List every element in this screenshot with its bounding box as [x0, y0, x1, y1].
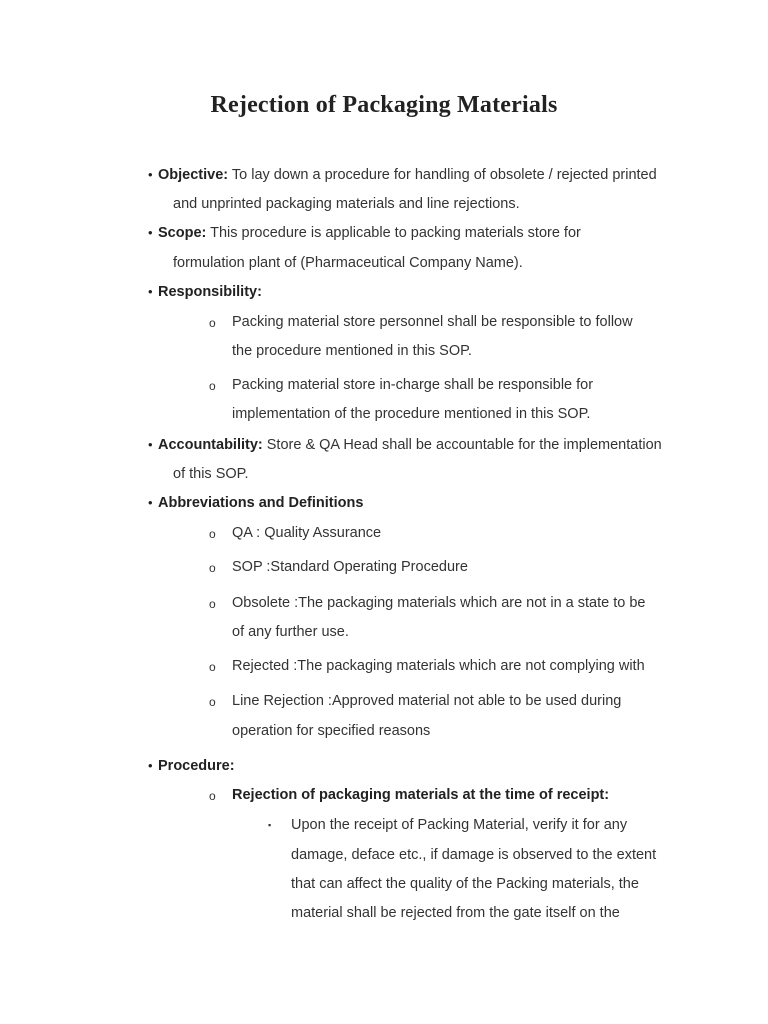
- accountability-line-2: of this SOP.: [173, 466, 249, 482]
- procedure-label: Procedure:: [158, 758, 235, 774]
- procedure-item-line-2: damage, deface etc., if damage is observed to the extent: [291, 847, 657, 863]
- accountability-text: Store & QA Head shall be accountable for the implementation: [262, 437, 662, 453]
- circle-marker: o: [209, 379, 216, 393]
- objective-label: Objective:: [158, 167, 229, 183]
- responsibility-item-2-line-2: implementation of the procedure mentioned in this SOP.: [232, 406, 591, 422]
- page-title: Rejection of Packaging Materials: [210, 92, 558, 118]
- circle-marker: o: [209, 660, 216, 674]
- responsibility-item-1-line-1: Packing material store personnel shall be responsible to follow: [232, 314, 633, 330]
- procedure-item-line-3: that can affect the quality of the Packing materials, the: [291, 876, 639, 892]
- scope-text: This procedure is applicable to packing materials store for: [206, 225, 581, 241]
- objective-text: To lay down a procedure for handling of obsolete / rejected printed: [228, 167, 657, 183]
- circle-marker: o: [209, 561, 216, 575]
- bullet-marker: •: [148, 167, 153, 182]
- bullet-marker: •: [148, 284, 153, 299]
- abbreviation-item-4: Rejected :The packaging materials which are not complying with: [232, 658, 645, 674]
- objective-line-2: and unprinted packaging materials and line rejections.: [173, 196, 520, 212]
- abbreviation-item-5-line-1: Line Rejection :Approved material not able to be used during: [232, 693, 622, 709]
- scope-line-1: [158, 224, 581, 242]
- accountability-label: Accountability:: [158, 437, 263, 453]
- abbreviation-item-3-line-1: Obsolete :The packaging materials which are not in a state to be: [232, 595, 646, 611]
- responsibility-label: Responsibility:: [158, 284, 262, 300]
- procedure-subheading: Rejection of packaging materials at the time of receipt:: [232, 787, 610, 803]
- accountability-line-1: [158, 436, 662, 454]
- circle-marker: o: [209, 527, 216, 541]
- procedure-item-line-1: Upon the receipt of Packing Material, verify it for any: [291, 817, 628, 833]
- circle-marker: o: [209, 316, 216, 330]
- bullet-marker: •: [148, 437, 153, 452]
- procedure-item-line-4: material shall be rejected from the gate itself on the: [291, 905, 620, 921]
- square-marker: ▪: [268, 820, 272, 830]
- responsibility-item-1-line-2: the procedure mentioned in this SOP.: [232, 343, 472, 359]
- abbreviations-label: Abbreviations and Definitions: [158, 495, 364, 511]
- bullet-marker: •: [148, 495, 153, 510]
- bullet-marker: •: [148, 225, 153, 240]
- objective-line-1: [158, 166, 657, 184]
- circle-marker: o: [209, 597, 216, 611]
- circle-marker: o: [209, 789, 216, 803]
- responsibility-item-2-line-1: Packing material store in-charge shall be responsible for: [232, 377, 594, 393]
- bullet-marker: •: [148, 758, 153, 773]
- abbreviation-item-2: SOP :Standard Operating Procedure: [232, 559, 468, 575]
- circle-marker: o: [209, 695, 216, 709]
- abbreviation-item-1: QA : Quality Assurance: [232, 525, 382, 541]
- abbreviation-item-5-line-2: operation for specified reasons: [232, 723, 431, 739]
- abbreviation-item-3-line-2: of any further use.: [232, 624, 349, 640]
- scope-line-2: formulation plant of (Pharmaceutical Company Name).: [173, 255, 523, 271]
- scope-label: Scope:: [158, 225, 207, 241]
